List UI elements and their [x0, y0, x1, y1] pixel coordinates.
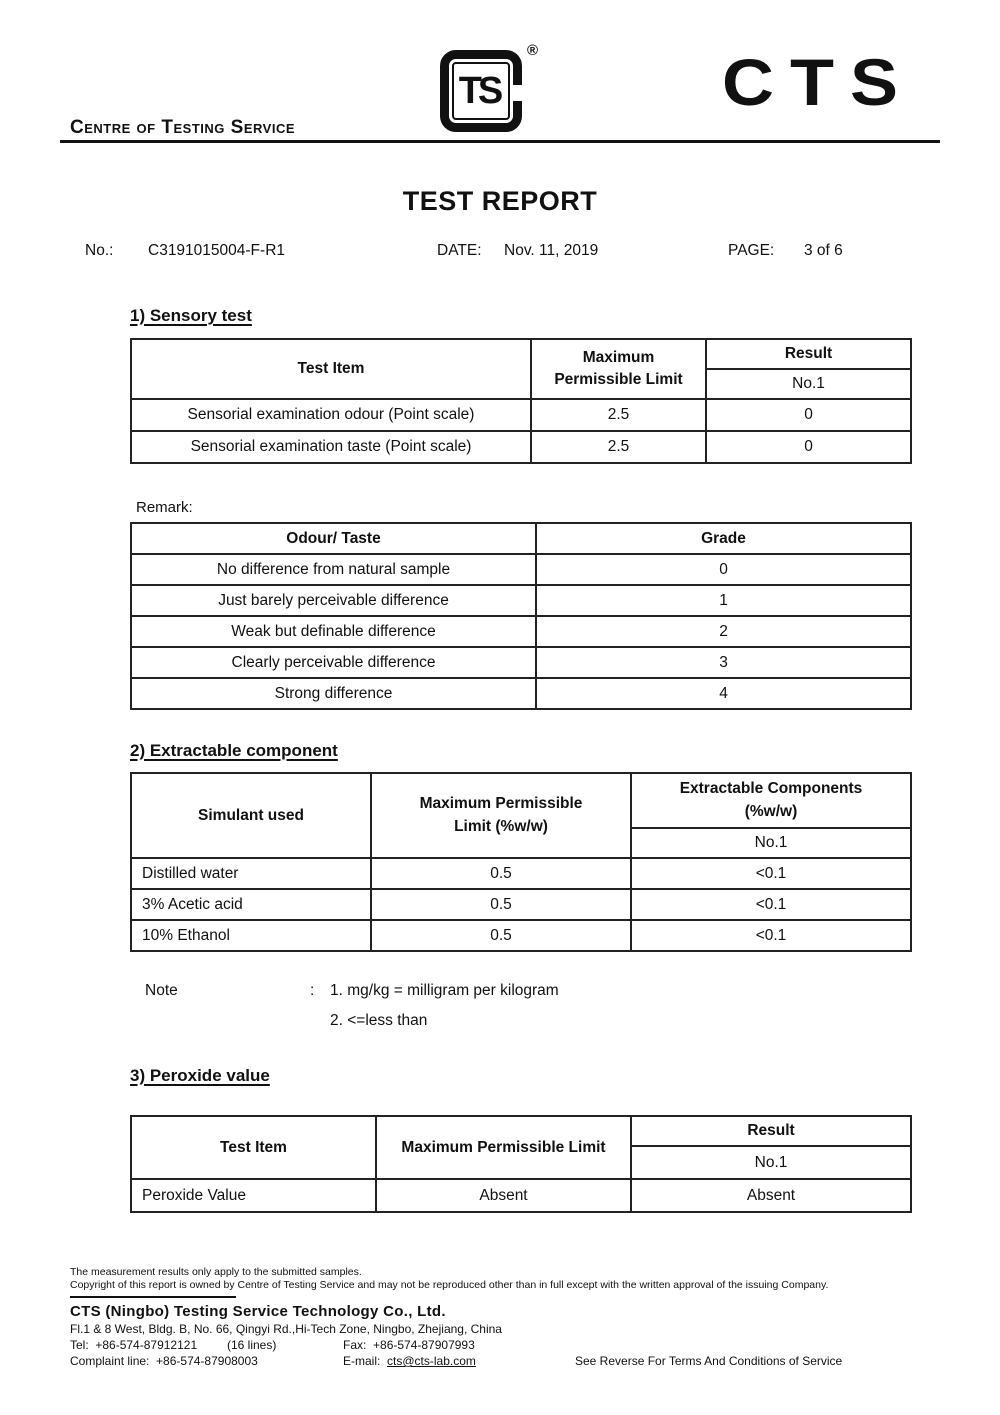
page-title: TEST REPORT — [402, 186, 598, 216]
sensory-test-table — [130, 338, 912, 464]
footer-email: E-mail: cts@cts-lab.com — [343, 1354, 476, 1368]
remark-cell-grade: 2 — [536, 616, 911, 647]
extractable-cell-result: <0.1 — [631, 889, 911, 920]
peroxide-cell-limit: Absent — [376, 1179, 631, 1212]
footer-fax: Fax: +86-574-87907993 — [343, 1338, 475, 1352]
peroxide-col-header-max-limit: Maximum Permissible Limit — [376, 1116, 631, 1179]
report-info-row — [0, 242, 1000, 262]
brand-wordmark: CTS — [722, 46, 914, 120]
note-line-1: 1. mg/kg = milligram per kilogram — [330, 982, 559, 999]
remark-cell-desc: Just barely perceivable difference — [131, 585, 536, 616]
logo-c-gap — [513, 85, 522, 101]
report-page-label: PAGE: — [728, 242, 775, 259]
footer-tel-lines: (16 lines) — [227, 1338, 277, 1352]
extractable-cell-result: <0.1 — [631, 858, 911, 889]
extractable-cell-simulant: 10% Ethanol — [131, 920, 371, 951]
remark-col-header-grade: Grade — [536, 523, 911, 554]
footer-reverse-note: See Reverse For Terms And Conditions of Service — [575, 1354, 843, 1368]
sensory-cell-result: 0 — [706, 431, 911, 463]
footer-company-address: Fl.1 & 8 West, Bldg. B, No. 66, Qingyi Rd.,Hi-Tech Zone, Ningbo, Zhejiang, China — [70, 1322, 502, 1336]
table-row — [131, 399, 911, 431]
note-colon: : — [310, 982, 315, 999]
peroxide-col-header-result: Result — [631, 1116, 911, 1146]
report-date-value: Nov. 11, 2019 — [504, 242, 599, 259]
remark-cell-grade: 0 — [536, 554, 911, 585]
sensory-col-header-max-limit: Maximum Permissible Limit — [531, 339, 706, 399]
table-row — [131, 920, 911, 951]
remark-cell-desc: Clearly perceivable difference — [131, 647, 536, 678]
note-line-2: 2. <=less than — [330, 1012, 428, 1029]
remark-label: Remark: — [136, 499, 193, 516]
table-row — [131, 858, 911, 889]
cts-logo-icon — [440, 42, 538, 132]
report-date-label: DATE: — [437, 242, 482, 259]
org-name: Centre of Testing Service — [70, 117, 296, 138]
extractable-col-header-simulant: Simulant used — [131, 773, 371, 858]
extractable-col-header-components: Extractable Components (%w/w) — [631, 773, 911, 828]
sensory-col-header-sample: No.1 — [706, 369, 911, 399]
section-heading-peroxide: 3) Peroxide value — [130, 1066, 270, 1085]
section-heading-sensory-test: 1) Sensory test — [130, 306, 252, 325]
report-no-value: C3191015004-F-R1 — [148, 242, 286, 259]
extractable-cell-simulant: Distilled water — [131, 858, 371, 889]
table-row — [131, 1179, 911, 1212]
sensory-cell-limit: 2.5 — [531, 399, 706, 431]
extractable-col-header-sample: No.1 — [631, 828, 911, 858]
extractable-cell-simulant: 3% Acetic acid — [131, 889, 371, 920]
sensory-col-header-test-item: Test Item — [131, 339, 531, 399]
sensory-cell-item: Sensorial examination taste (Point scale) — [131, 431, 531, 463]
extractable-cell-limit: 0.5 — [371, 858, 631, 889]
email-link[interactable]: cts@cts-lab.com — [387, 1354, 476, 1368]
table-row — [131, 647, 911, 678]
peroxide-value-table — [130, 1115, 912, 1213]
remark-cell-desc: Weak but definable difference — [131, 616, 536, 647]
table-row — [131, 585, 911, 616]
table-row — [131, 889, 911, 920]
sensory-cell-item: Sensorial examination odour (Point scale) — [131, 399, 531, 431]
sensory-cell-limit: 2.5 — [531, 431, 706, 463]
remark-col-header-odour-taste: Odour/ Taste — [131, 523, 536, 554]
sensory-cell-result: 0 — [706, 399, 911, 431]
report-no-label: No.: — [85, 242, 114, 259]
peroxide-col-header-test-item: Test Item — [131, 1116, 376, 1179]
remark-grade-table — [130, 522, 912, 710]
footer-tel: Tel: +86-574-87912121 — [70, 1338, 198, 1352]
remark-cell-grade: 1 — [536, 585, 911, 616]
logo-inner-frame — [452, 62, 510, 120]
remark-cell-desc: No difference from natural sample — [131, 554, 536, 585]
table-row — [131, 678, 911, 709]
extractable-cell-limit: 0.5 — [371, 889, 631, 920]
extractable-col-header-max-limit: Maximum Permissible Limit (%w/w) — [371, 773, 631, 858]
table-row — [131, 431, 911, 463]
extractable-cell-result: <0.1 — [631, 920, 911, 951]
footer-disclaimer-1: The measurement results only apply to the submitted samples. — [70, 1266, 362, 1278]
footer-complaint-line: Complaint line: +86-574-87908003 — [70, 1354, 258, 1368]
footer-divider — [70, 1296, 236, 1298]
peroxide-col-header-sample: No.1 — [631, 1146, 911, 1179]
extractable-component-table — [130, 772, 912, 952]
table-row — [131, 616, 911, 647]
registered-trademark-icon: ® — [526, 42, 538, 59]
note-label: Note — [145, 982, 178, 999]
peroxide-cell-item: Peroxide Value — [131, 1179, 376, 1212]
remark-cell-grade: 3 — [536, 647, 911, 678]
sensory-col-header-result: Result — [706, 339, 911, 369]
header-rule — [60, 140, 940, 143]
remark-cell-grade: 4 — [536, 678, 911, 709]
report-page-value: 3 of 6 — [804, 242, 843, 259]
peroxide-cell-result: Absent — [631, 1179, 911, 1212]
extractable-cell-limit: 0.5 — [371, 920, 631, 951]
logo-frame — [440, 50, 522, 132]
table-row — [131, 554, 911, 585]
section-heading-extractable: 2) Extractable component — [130, 741, 338, 760]
remark-cell-desc: Strong difference — [131, 678, 536, 709]
logo-ts-text: TS — [458, 69, 500, 112]
footer-company-name: CTS (Ningbo) Testing Service Technology Co., Ltd. — [70, 1303, 446, 1320]
footer-disclaimer-2: Copyright of this report is owned by Centre of Testing Service and may not be reproduced other than in full except with the written approval of the issuing Company. — [70, 1279, 829, 1291]
